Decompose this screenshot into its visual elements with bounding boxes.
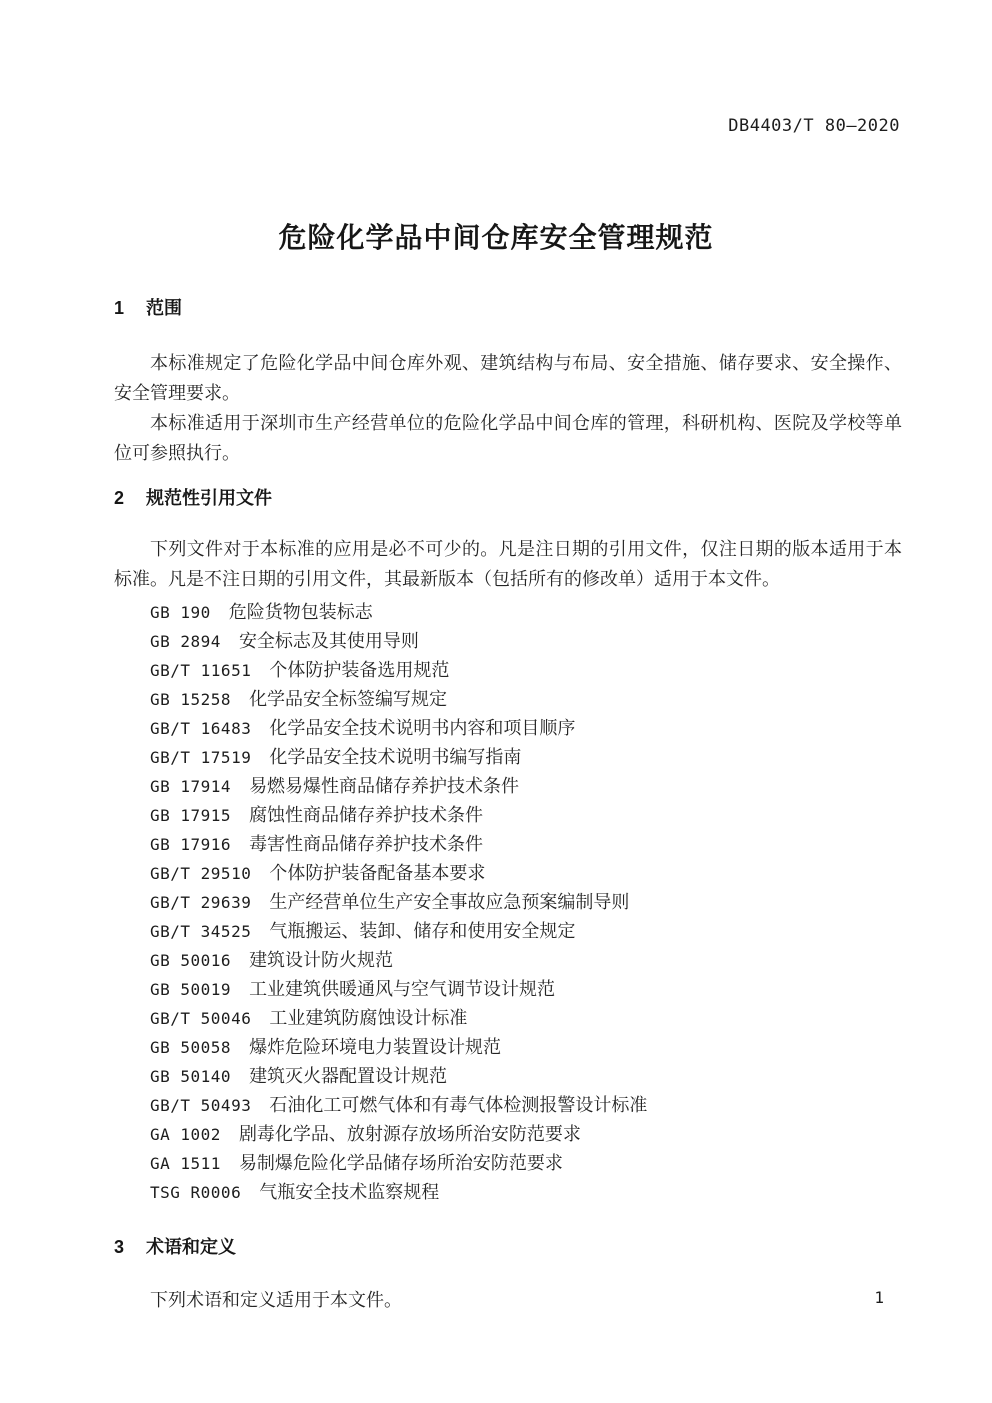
- reference-code: GB 17915: [150, 806, 232, 825]
- reference-title: 石油化工可燃气体和有毒气体检测报警设计标准: [269, 1095, 648, 1115]
- reference-code: GB/T 29510: [150, 864, 252, 883]
- reference-code: GB 50058: [150, 1038, 232, 1057]
- reference-code: GB/T 50493: [150, 1096, 252, 1115]
- reference-item: [150, 1178, 902, 1207]
- section-heading-label: 术语和定义: [146, 1237, 237, 1257]
- reference-code: GB 50019: [150, 980, 232, 999]
- reference-title: 化学品安全技术说明书内容和项目顺序: [269, 718, 576, 738]
- reference-item: [150, 801, 902, 830]
- reference-item: [150, 946, 902, 975]
- page-title: 危险化学品中间仓库安全管理规范: [278, 222, 714, 253]
- reference-item: [150, 656, 902, 685]
- reference-item: [150, 859, 902, 888]
- reference-code: GB 50016: [150, 951, 232, 970]
- page-number: 1: [874, 1288, 884, 1307]
- reference-item: [150, 1149, 902, 1178]
- reference-code: GA 1002: [150, 1125, 221, 1144]
- reference-title: 化学品安全标签编写规定: [249, 689, 448, 709]
- reference-item: [150, 627, 902, 656]
- reference-item: [150, 1091, 902, 1120]
- section-number: 2: [114, 488, 125, 508]
- document-body: [114, 296, 902, 1315]
- reference-code: GB/T 11651: [150, 661, 252, 680]
- doc-number: DB4403/T 80—2020: [728, 116, 900, 136]
- section-heading-label: 规范性引用文件: [146, 488, 273, 508]
- paragraph: 下列文件对于本标准的应用是必不可少的。凡是注日期的引用文件，仅注日期的版本适用于本标准。凡是不注日期的引用文件，其最新版本（包括所有的修改单）适用于本文件。: [114, 539, 902, 589]
- section-heading-normative-references: [114, 486, 902, 510]
- section-number: 1: [114, 298, 125, 318]
- section-number: 3: [114, 1237, 125, 1257]
- reference-title: 个体防护装备配备基本要求: [269, 863, 486, 883]
- section-heading-terms-definitions: [114, 1235, 902, 1259]
- reference-code: GB/T 16483: [150, 719, 252, 738]
- reference-title: 化学品安全技术说明书编写指南: [269, 747, 522, 767]
- reference-item: [150, 1033, 902, 1062]
- reference-item: [150, 598, 902, 627]
- reference-item: [150, 1120, 902, 1149]
- reference-title: 毒害性商品储存养护技术条件: [249, 834, 484, 854]
- reference-item: [150, 888, 902, 917]
- reference-code: GB 15258: [150, 690, 232, 709]
- reference-item: [150, 772, 902, 801]
- section-heading-scope: [114, 296, 902, 320]
- reference-code: GB 2894: [150, 632, 221, 651]
- reference-code: GB/T 50046: [150, 1009, 252, 1028]
- paragraph: 本标准适用于深圳市生产经营单位的危险化学品中间仓库的管理，科研机构、医院及学校等单位可参照执行。: [114, 413, 902, 463]
- reference-title: 生产经营单位生产安全事故应急预案编制导则: [269, 892, 630, 912]
- reference-item: [150, 685, 902, 714]
- paragraph: 本标准规定了危险化学品中间仓库外观、建筑结构与布局、安全措施、储存要求、安全操作、安全管理要求。: [114, 353, 902, 403]
- reference-item: [150, 1004, 902, 1033]
- reference-title: 个体防护装备选用规范: [269, 660, 450, 680]
- reference-title: 爆炸危险环境电力装置设计规范: [249, 1037, 502, 1057]
- reference-item: [150, 743, 902, 772]
- paragraph: 下列术语和定义适用于本文件。: [150, 1290, 402, 1310]
- reference-title: 气瓶搬运、装卸、储存和使用安全规定: [269, 921, 576, 941]
- reference-item: [150, 917, 902, 946]
- reference-title: 易燃易爆性商品储存养护技术条件: [249, 776, 520, 796]
- reference-list: [114, 598, 902, 1207]
- reference-title: 腐蚀性商品储存养护技术条件: [249, 805, 484, 825]
- reference-title: 工业建筑防腐蚀设计标准: [269, 1008, 468, 1028]
- reference-title: 安全标志及其使用导则: [238, 631, 419, 651]
- reference-title: 易制爆危险化学品储存场所治安防范要求: [238, 1153, 563, 1173]
- reference-title: 工业建筑供暖通风与空气调节设计规范: [249, 979, 556, 999]
- reference-item: [150, 975, 902, 1004]
- reference-code: GB 17914: [150, 777, 232, 796]
- reference-item: [150, 830, 902, 859]
- reference-code: GB/T 29639: [150, 893, 252, 912]
- reference-item: [150, 714, 902, 743]
- reference-code: GB 190: [150, 603, 211, 622]
- reference-code: GB/T 17519: [150, 748, 252, 767]
- reference-title: 建筑灭火器配置设计规范: [249, 1066, 448, 1086]
- reference-code: TSG R0006: [150, 1183, 242, 1202]
- reference-code: GB/T 34525: [150, 922, 252, 941]
- reference-code: GB 50140: [150, 1067, 232, 1086]
- reference-title: 建筑设计防火规范: [249, 950, 394, 970]
- reference-title: 气瓶安全技术监察规程: [259, 1182, 440, 1202]
- reference-title: 剧毒化学品、放射源存放场所治安防范要求: [238, 1124, 581, 1144]
- section-heading-label: 范围: [146, 298, 183, 318]
- reference-code: GB 17916: [150, 835, 232, 854]
- reference-item: [150, 1062, 902, 1091]
- reference-code: GA 1511: [150, 1154, 221, 1173]
- reference-title: 危险货物包装标志: [228, 602, 373, 622]
